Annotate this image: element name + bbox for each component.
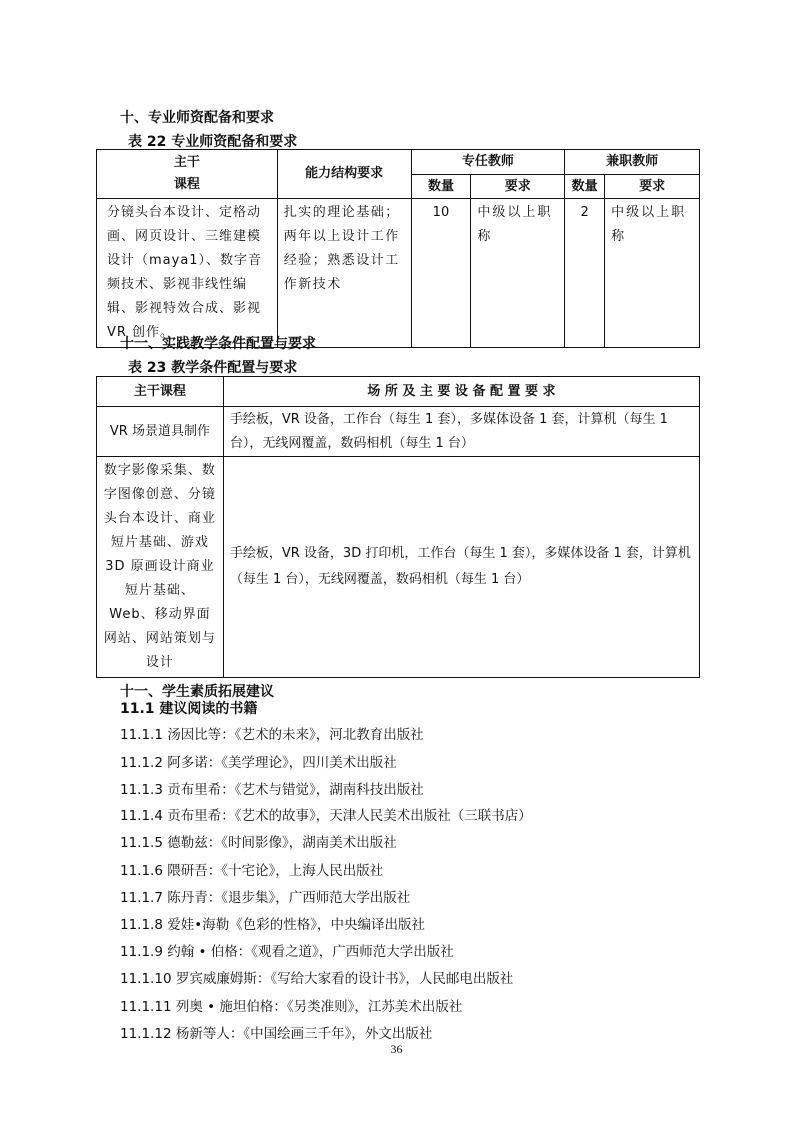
header-main-course: 主干课程 <box>97 377 224 407</box>
header-ft-count: 数量 <box>411 175 471 199</box>
book-list-item: 11.1.2 阿多诺：《美学理论》，四川美术出版社 <box>120 755 397 771</box>
book-list-item: 11.1.5 德勒兹：《时间影像》，湖南美术出版社 <box>120 835 397 851</box>
section-11-practice-heading: 十一、实践教学条件配置与要求 <box>120 336 316 352</box>
book-list-item: 11.1.4 贡布里希：《艺术的故事》，天津人民美术出版社（三联书店） <box>120 808 532 824</box>
table-row-requirement: 手绘板，VR 设备，工作台（每生 1 套），多媒体设备 1 套，计算机（每生 1 台），无线网覆盖，数码相机（每生 1 台） <box>223 407 699 457</box>
cell-ft-count: 10 <box>411 199 471 348</box>
page-number: 36 <box>390 1042 403 1056</box>
header-ability: 能力结构要求 <box>277 150 411 199</box>
cell-course: 分镜头台本设计、定格动画、网页设计、三维建模设计（maya1）、数字音频技术、影视非线性编辑、影视特效合成、影视 VR 创作。 <box>97 199 278 348</box>
table-23-caption: 表 23 教学条件配置与要求 <box>128 360 298 376</box>
book-list-item: 11.1.11 列奥 • 施坦伯格：《另类准则》，江苏美术出版社 <box>120 999 463 1015</box>
header-pt-req: 要求 <box>605 175 700 199</box>
header-fulltime-teacher: 专任教师 <box>411 150 565 175</box>
header-pt-count: 数量 <box>565 175 605 199</box>
book-list-item: 11.1.12 杨新等人：《中国绘画三千年》，外文出版社 <box>120 1026 433 1042</box>
section-10-heading: 十、专业师资配备和要求 <box>120 110 274 126</box>
header-course: 主干 课程 <box>97 150 278 199</box>
header-venue-equipment: 场 所 及 主 要 设 备 配 置 要 求 <box>223 377 699 407</box>
table-row-requirement: 手绘板，VR 设备，3D 打印机，工作台（每生 1 套），多媒体设备 1 套，计算机（每生 1 台），无线网覆盖，数码相机（每生 1 台） <box>223 457 699 678</box>
header-parttime-teacher: 兼职教师 <box>565 150 700 175</box>
book-list-item: 11.1.8 爱娃•海勒《色彩的性格》，中央编译出版社 <box>120 917 425 933</box>
table-row-course: VR 场景道具制作 <box>97 407 224 457</box>
cell-ability: 扎实的理论基础；两年以上设计工作经验；熟悉设计工作新技术 <box>277 199 411 348</box>
table-23 <box>96 376 700 678</box>
book-list-item: 11.1.9 约翰 • 伯格：《观看之道》，广西师范大学出版社 <box>120 944 454 960</box>
table-row-course: 数字影像采集、数字图像创意、分镜头台本设计、商业短片基础、游戏 3D 原画设计商业短片基础、Web、移动界面网站、网站策划与设计 <box>97 457 224 678</box>
cell-pt-req: 中级以上职称 <box>605 199 700 348</box>
book-list-item: 11.1.3 贡布里希：《艺术与错觉》，湖南科技出版社 <box>120 782 424 798</box>
reading-books-subheading: 11.1 建议阅读的书籍 <box>120 701 258 717</box>
cell-ft-req: 中级以上职称 <box>471 199 565 348</box>
header-ft-req: 要求 <box>471 175 565 199</box>
book-list-item: 11.1.10 罗宾威廉姆斯：《写给大家看的设计书》，人民邮电出版社 <box>120 971 514 987</box>
book-list-item: 11.1.1 汤因比等：《艺术的未来》，河北教育出版社 <box>120 727 424 743</box>
cell-pt-count: 2 <box>565 199 605 348</box>
table-22-caption: 表 22 专业师资配备和要求 <box>128 134 298 150</box>
book-list-item: 11.1.7 陈丹青：《退步集》，广西师范大学出版社 <box>120 890 411 906</box>
section-11-quality-heading: 十一、学生素质拓展建议 <box>120 684 274 700</box>
table-22 <box>96 149 700 348</box>
book-list-item: 11.1.6 隈研吾：《十宅论》，上海人民出版社 <box>120 863 384 879</box>
